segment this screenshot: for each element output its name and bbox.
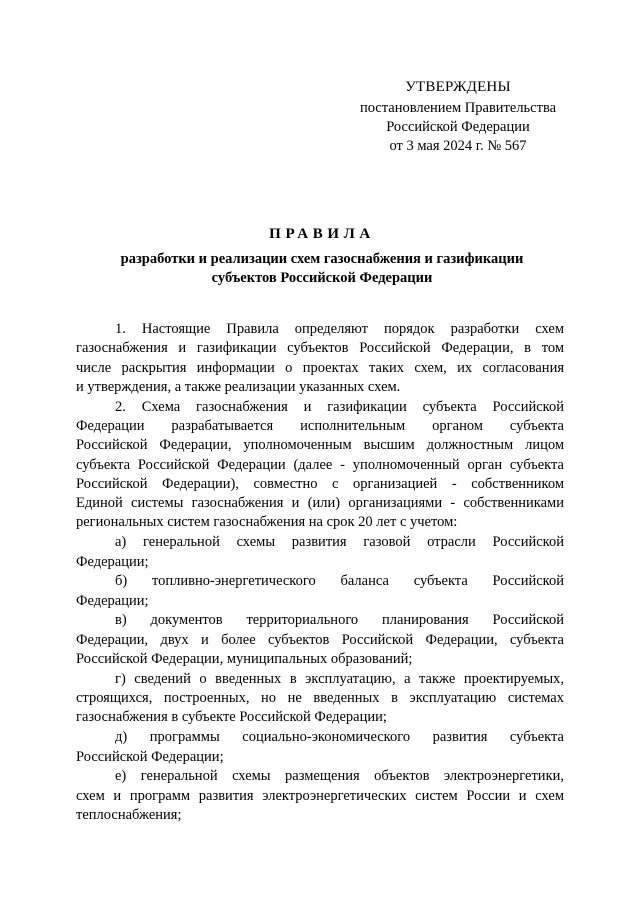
approval-heading: УТВЕРЖДЕНЫ [405, 79, 511, 95]
paragraph-line: Федерации; [76, 592, 149, 609]
paragraph [76, 533, 564, 572]
approval-line: Российской Федерации [386, 119, 530, 135]
paragraph [76, 320, 564, 397]
paragraph-line: и утверждения, а также реализации указанных схем. [76, 378, 401, 395]
paragraph-line: Российской Федерации; [76, 748, 224, 765]
paragraph [76, 572, 564, 611]
document-title: ПРАВИЛА [269, 226, 375, 242]
document-subtitle [78, 250, 566, 288]
paragraph-line: д) программы социально-экономического развития субъекта [115, 729, 564, 746]
subtitle-line: субъектов Российской Федерации [211, 270, 433, 286]
paragraph-line: 2. Схема газоснабжения и газификации субъекта Российской [115, 398, 564, 415]
paragraph-line: теплоснабжения; [76, 806, 182, 823]
approval-line: постановлением Правительства [359, 100, 557, 116]
paragraph [76, 728, 564, 767]
paragraph-line: строящихся, построенных, но не введенных в эксплуатацию системах [76, 690, 564, 707]
paragraph-line: газоснабжения в субъекте Российской Федерации; [76, 709, 387, 726]
paragraph-line: 1. Настоящие Правила определяют порядок разработки схем [115, 321, 564, 337]
paragraph-line: в) документов территориального планирования Российской [115, 612, 564, 629]
paragraph-line: Российской Федерации), совместно с организацией - собственником [76, 475, 564, 492]
paragraph-line: субъекта Российской Федерации (далее - уполномоченный орган субъекта [76, 456, 564, 473]
paragraph-line: Российской Федерации, муниципальных образований; [76, 651, 413, 668]
paragraph-line: а) генеральной схемы развития газовой отрасли Российской [115, 534, 564, 551]
paragraph-line: региональных систем газоснабжения на срок 20 лет с учетом: [76, 514, 458, 531]
paragraph [76, 767, 564, 825]
paragraph [76, 398, 564, 533]
paragraph-line: Федерации, двух и более субъектов Российской Федерации, субъекта [76, 631, 564, 648]
paragraph-line: е) генеральной схемы размещения объектов электроэнергетики, [115, 768, 564, 785]
approval-date: от 3 мая 2024 г. № 567 [389, 138, 527, 154]
paragraph-line: Федерации; [76, 553, 149, 570]
paragraph-line: числе раскрытия информации о проектах таких схем, их согласования [76, 359, 564, 376]
paragraph-line: б) топливно-энергетического баланса субъекта Российской [115, 573, 564, 590]
paragraph-line: Единой системы газоснабжения и (или) организациями - собственниками [76, 495, 564, 512]
document-body [76, 320, 564, 826]
paragraph-line: г) сведений о введенных в эксплуатацию, а также проектируемых, [115, 670, 564, 687]
paragraph-line: схем и программ развития электроэнергетических систем России и схем [76, 787, 564, 804]
paragraph [76, 670, 564, 728]
paragraph [76, 611, 564, 669]
subtitle-line: разработки и реализации схем газоснабжения и газификации [120, 251, 524, 267]
paragraph-line: Российской Федерации, уполномоченным высшим должностным лицом [76, 437, 564, 454]
paragraph-line: Федерации разрабатывается исполнительным органом субъекта [76, 417, 564, 434]
paragraph-line: газоснабжения и газификации субъектов Российской Федерации, в том [76, 340, 564, 357]
approval-block [330, 78, 586, 156]
